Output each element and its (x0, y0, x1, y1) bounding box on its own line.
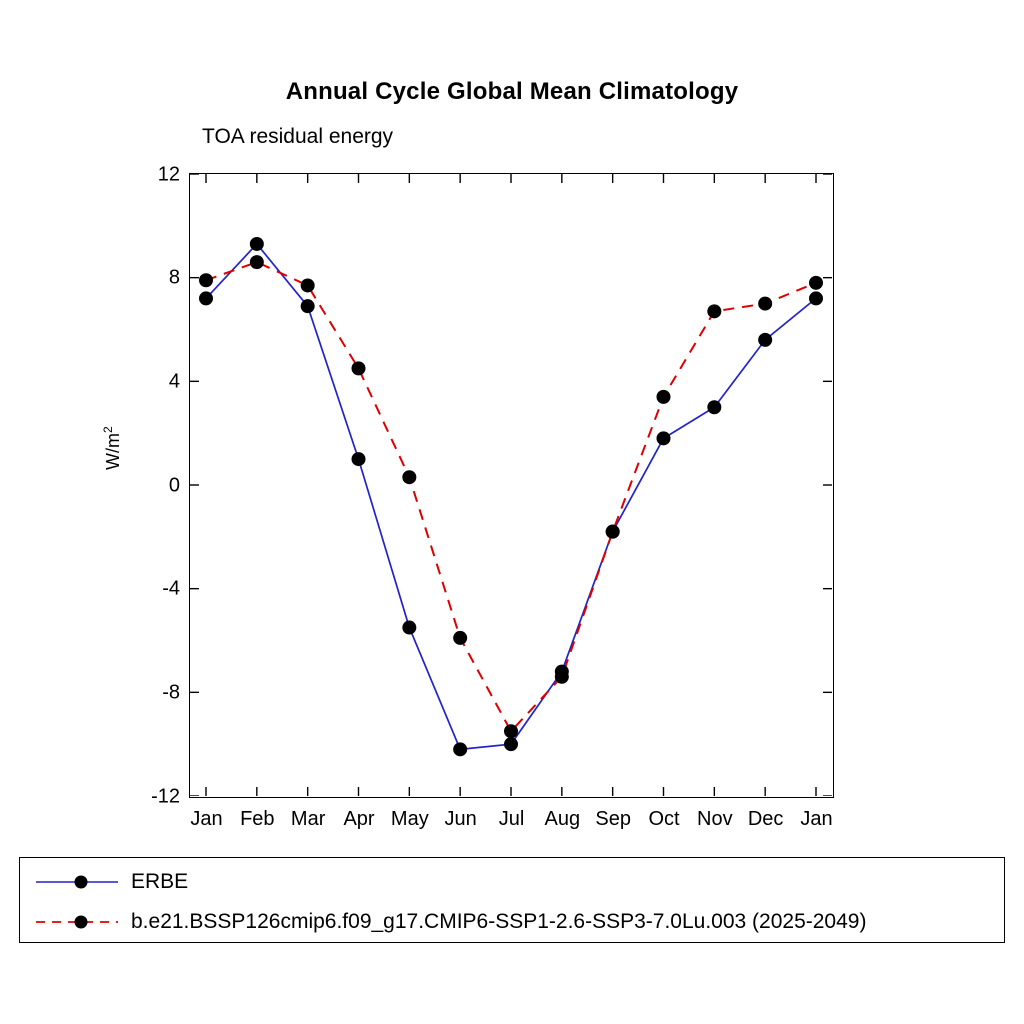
x-tick-label: Jun (444, 808, 477, 830)
plot-area (189, 173, 834, 798)
x-tick-label: Dec (747, 808, 784, 830)
y-tick-label: 12 (157, 163, 180, 185)
x-tick-label: Jul (498, 808, 525, 830)
legend (19, 857, 1005, 943)
x-tick-label: Jan (800, 808, 833, 830)
data-point (555, 670, 569, 684)
data-point (199, 291, 213, 305)
plot-inner (190, 174, 833, 797)
data-point (301, 278, 315, 292)
data-point (657, 431, 671, 445)
x-tick-label: Feb (240, 808, 275, 830)
data-point (301, 299, 315, 313)
data-point (758, 333, 772, 347)
data-point (504, 737, 518, 751)
data-point (809, 291, 823, 305)
data-point (758, 297, 772, 311)
data-point (657, 390, 671, 404)
data-point (250, 237, 264, 251)
y-tick-label: 0 (168, 474, 180, 496)
y-axis-label (101, 426, 124, 470)
legend-label-1: b.e21.BSSP126cmip6.f09_g17.CMIP6-SSP1-2.6-SSP3-7.0Lu.003 (2025-2049) (131, 910, 867, 933)
data-point (402, 621, 416, 635)
series-plot (190, 174, 832, 796)
legend-item-model[interactable] (20, 902, 1004, 942)
data-point (504, 724, 518, 738)
chart-subtitle: TOA residual energy (202, 125, 394, 148)
y-axis-label-exponent: 2 (101, 426, 115, 434)
data-point (453, 742, 467, 756)
y-tick-label: 8 (168, 266, 180, 289)
x-tick-label: Mar (290, 808, 326, 830)
page-title: Annual Cycle Global Mean Climatology (285, 78, 739, 105)
data-point (707, 304, 721, 318)
x-tick-label: Apr (343, 808, 375, 830)
legend-sample-line-0 (34, 862, 120, 902)
data-point (199, 273, 213, 287)
x-tick-label: May (390, 808, 429, 830)
series-line-0 (206, 244, 816, 749)
data-point (453, 631, 467, 645)
data-point (809, 276, 823, 290)
x-tick-label: Oct (648, 808, 680, 830)
x-tick-label: Aug (544, 808, 581, 830)
data-point (250, 255, 264, 269)
x-tick-label: Jan (190, 808, 223, 830)
data-point (352, 361, 366, 375)
series-line-1 (206, 262, 816, 731)
y-tick-label: -12 (151, 785, 180, 807)
y-axis-label-base: W/m (103, 433, 123, 470)
x-axis-ticks (189, 808, 834, 838)
data-point (352, 452, 366, 466)
y-tick-label: -8 (162, 681, 180, 704)
y-axis-ticks (128, 163, 180, 807)
y-tick-label: 4 (168, 370, 180, 393)
x-tick-label: Nov (697, 808, 733, 830)
data-point (606, 525, 620, 539)
x-tick-label: Sep (595, 808, 631, 830)
data-point (707, 400, 721, 414)
data-point (402, 470, 416, 484)
legend-item-erbe[interactable] (20, 862, 1004, 902)
y-tick-label: -4 (162, 577, 180, 600)
legend-label-0: ERBE (131, 870, 189, 893)
legend-sample-line-1 (34, 902, 120, 942)
